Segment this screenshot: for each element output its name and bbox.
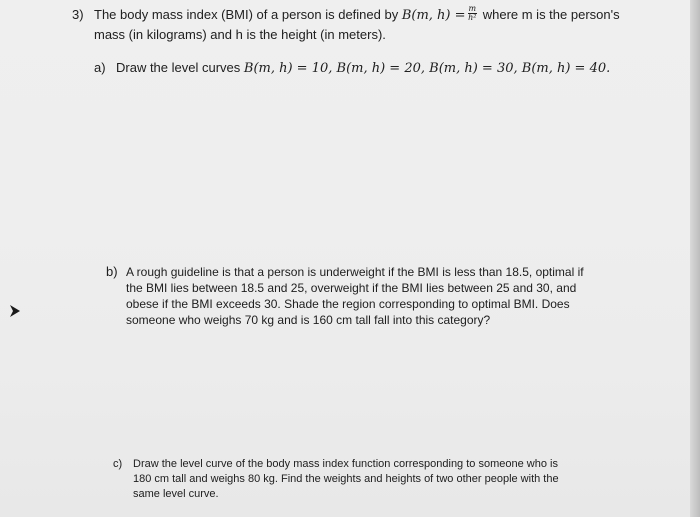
- formula-lhs: B(m, h) =: [401, 8, 466, 23]
- question-intro-line1: [94, 6, 620, 25]
- part-c-label: c): [113, 458, 123, 470]
- part-a-prefix: Draw the level curves: [116, 60, 244, 75]
- question-number: 3): [72, 7, 84, 22]
- formula-numerator: m: [468, 4, 477, 14]
- formula-fraction: [468, 5, 478, 22]
- part-b-line-4: someone who weighs 70 kg and is 160 cm tall fall into this category?: [126, 313, 491, 327]
- intro-suffix: where m is the person's: [479, 7, 620, 22]
- cursor-arrow-icon: [9, 304, 21, 318]
- part-c-line-1: Draw the level curve of the body mass index function corresponding to someone who is: [133, 458, 558, 470]
- part-a-text: [116, 59, 610, 78]
- part-b-line-1: A rough guideline is that a person is underweight if the BMI is less than 18.5, optimal if: [126, 265, 584, 279]
- part-a-curves: B(m, h) = 10, B(m, h) = 20, B(m, h) = 30, B(m, h) = 40.: [243, 61, 611, 76]
- part-b-line-3: obese if the BMI exceeds 30. Shade the region corresponding to optimal BMI. Does: [126, 297, 570, 311]
- intro-prefix: The body mass index (BMI) of a person is defined by: [94, 7, 402, 22]
- part-c-line-3: same level curve.: [133, 488, 219, 500]
- part-b-label: b): [106, 264, 118, 279]
- part-b-line-2: the BMI lies between 18.5 and 25, overweight if the BMI lies between 25 and 30, and: [126, 281, 577, 295]
- page-edge: [690, 0, 700, 517]
- part-c-line-2: 180 cm tall and weighs 80 kg. Find the weights and heights of two other people with the: [133, 473, 559, 485]
- question-intro-line2: mass (in kilograms) and h is the height (in meters).: [94, 27, 386, 42]
- formula-denominator: h²: [468, 13, 477, 23]
- part-a-label: a): [94, 60, 106, 75]
